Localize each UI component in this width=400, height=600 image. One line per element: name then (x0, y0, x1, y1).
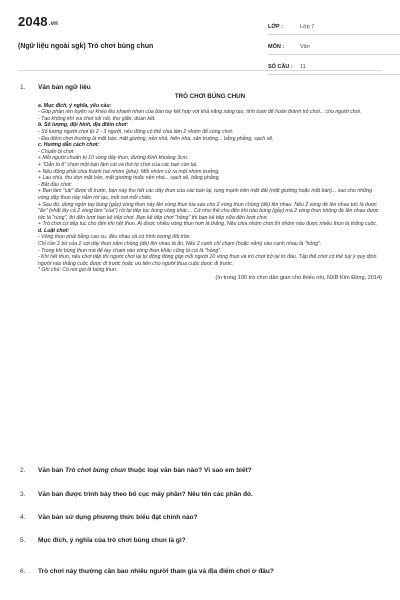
page-title: (Ngữ liệu ngoài sgk) Trò chơi bùng chun (18, 43, 154, 50)
passage-body (38, 103, 382, 282)
question-1 (18, 84, 382, 464)
passage-section-heading: c. Hướng dẫn cách chơi: (38, 142, 100, 149)
meta-value: Lớp 7 (300, 24, 315, 30)
question-number: 2. (20, 467, 26, 474)
passage-source: (In trong 100 trò chơi dân gian cho thiếu nhi, NXB Kim Đồng, 2014) (215, 275, 382, 282)
passage-section-heading: a. Mục đích, ý nghĩa, yêu cầu: (38, 102, 112, 109)
question-text-italic: Trò chơi bùng chun (65, 467, 127, 474)
passage-line: - Khi hết thun, nếu chơi tiếp thì người chơi lại tự động đóng góp mỗi người 10 vòng thun và trò chơi trở lại từ đầu. Tập thể chơi có thể tuỳ ý quy định người nào thắng cuộc được đi trước hoặc ưu tiên cho người thua cuộc được đi trước. (38, 254, 377, 267)
question-text: Trò chơi này thường cần bao nhiêu người tham gia và địa điểm chơi ở đâu? (38, 568, 274, 575)
passage-line: + Nếu đông phải chia thành hai nhóm (phe). Mỗi nhóm cử ra một nhóm trưởng. (38, 168, 220, 175)
question-number: 5. (20, 537, 26, 544)
passage-line: - Địa điểm chơi thường là mặt bàn, mặt giường, nền nhà, hiên nhà, sân trường... bằng phẳng, sạch sẽ. (38, 135, 274, 142)
question-number: 6. (20, 568, 26, 575)
passage-line: - Vòng thun phải bằng cao su, đều nhau và có hình tương đối tròn. (38, 234, 191, 241)
question-number: 1. (20, 84, 26, 91)
passage-line: + Mỗi người chuẩn bị 10 vòng dây thun, đường kính khoảng 3cm. (38, 155, 189, 162)
passage-line: + Sau đó, dùng ngón tay búng (gảy) vòng thun này lên vòng thun kia sao cho 2 vòng thun chồng (đè) lên nhau. Nếu 2 vòng đè lên nhau tức là được "ăn" (nhặt lấy cả 2 vòng làm "của") rồi lại tiếp tục búng vòng khác... Cứ như thế cho đến khi nào búng (gảy) mà 2 vòng thun không đè lên nhau được tức là "rùng", thì đến lượt bạn kế tiếp chơi. Bạn kế tiếp chơi "hỏng" thì bạn kế tiếp nữa đến lượt chơi. (38, 201, 379, 221)
meta-class (268, 22, 400, 35)
passage-line: - Bắt đầu chơi: (38, 181, 72, 188)
meta-question-count (268, 62, 400, 75)
passage-line: - Góp phần rèn luyện sự khéo léo nhanh nhẹn của bàn tay kết hợp với khả năng sáng tạo, tính toán để hoàn thành trò chơi... cho người chơi. (38, 109, 362, 116)
question-text: Mục đích, ý nghĩa của trò chơi bùng chun là gì? (38, 537, 186, 544)
meta-key: SỐ CÂU : (268, 64, 293, 70)
passage-line: - Số lượng người chơi từ 2 - 3 người, nếu đông có thể chia làm 2 nhóm để cùng chơi. (38, 128, 234, 135)
passage-line: - Chuẩn bị chơi: (38, 148, 75, 155)
logo-main: 2048 (18, 14, 48, 29)
passage-line: + Lau chùi, thu dọn mặt bàn, mặt giường hoặc nền nhà... sạch sẽ, bằng phẳng. (38, 175, 220, 182)
passage-line: + Trò chơi cứ tiếp tục cho đến khi hết thun. Ai được nhiều vòng thun hơn là thắng. Nếu chia nhóm chơi thì nhóm nào được nhiều thun là thắng cuộc. (38, 221, 378, 228)
question-text: Văn bản sử dụng phương thức biểu đạt chính nào? (38, 514, 198, 521)
meta-value: Văn (300, 44, 310, 50)
question-text: Văn bản ngữ liệu (38, 84, 91, 91)
meta-info (268, 22, 400, 75)
question-text: Văn bản được trình bày theo bố cục mấy phần? Nêu tên các phần đó. (38, 491, 253, 498)
passage-title: TRÒ CHƠI BÚNG CHUN (174, 93, 246, 100)
passage-line: Chỉ cần 2 bờ của 2 sợi dây thun nằm chồng (đè) lên nhau là ăn. Nếu 2 cạnh chỉ chạm (hoặc nằm) vào cạnh nhau là "hỏng". (38, 241, 322, 248)
passage-line: + "Oẳn tù tì" chọn một bạn làm cái và thứ tự chơi của các bạn còn lại. (38, 161, 198, 168)
site-logo[interactable] (18, 14, 58, 29)
header (18, 12, 382, 68)
meta-value: 11 (300, 64, 306, 70)
passage-section-heading: d. Luật chơi: (38, 227, 70, 234)
passage-line: + Bạn làm "cái" được đi trước, bạn này thu hết các dây thun của các bạn lại, tung mạnh trên mặt đất (mặt giường hoặc mặt bàn)... sao cho những vòng dây thun này nằm rời rạc, mỗi nơi mỗi chiếc. (38, 188, 373, 201)
question-number: 3. (20, 491, 26, 498)
meta-subject (268, 42, 400, 55)
passage-section-heading: b. Số lượng, đội hình, địa điểm chơi: (38, 122, 129, 129)
meta-key: MÔN : (268, 44, 285, 50)
meta-key: LỚP : (268, 24, 283, 30)
passage-line: * Ghi chú: Có nơi gọi là búng thun. (38, 267, 118, 274)
question-number: 4. (20, 514, 26, 521)
question-text (38, 467, 252, 474)
question-text-pre: Văn bản (38, 467, 66, 474)
header-divider (18, 70, 382, 71)
question-text-post: thuộc loại văn bản nào? Vì sao em biết? (126, 467, 252, 474)
passage (38, 94, 382, 282)
logo-suffix: .vn (48, 21, 59, 27)
passage-line: - Tạo không khí vui chơi sôi nổi, thư giãn, đoàn kết. (38, 115, 156, 122)
passage-line: - Trong khi búng thun mà để tay chạm vào vòng thun khác cũng bị coi là "hỏng". (38, 247, 222, 254)
